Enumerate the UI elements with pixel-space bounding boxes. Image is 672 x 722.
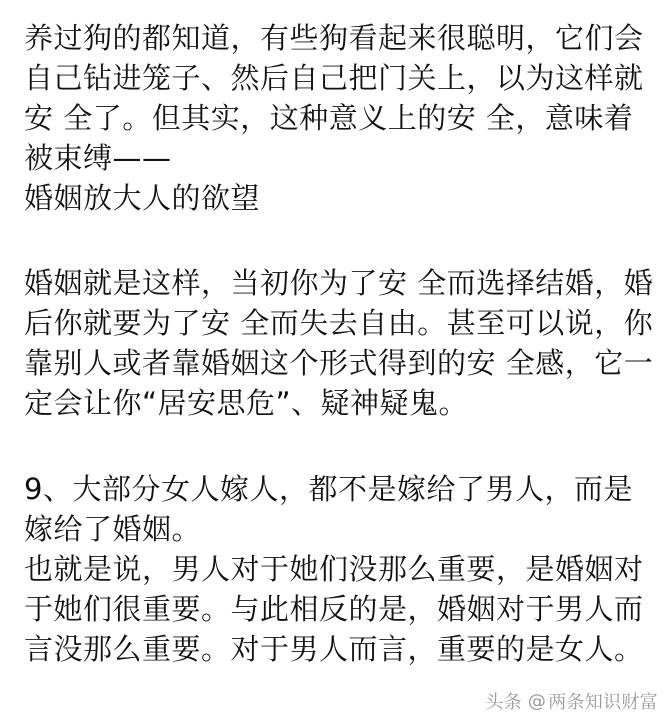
text-line: 养过狗的都知道，有些狗看起来很聪明，它们会 (24, 21, 644, 55)
text-line: 安 全了。但其实，这种意义上的安 全，意味着 (24, 101, 634, 135)
text-line: 定会让你“居安思危”、疑神疑鬼。 (24, 386, 469, 420)
text-line: 靠别人或者靠婚姻这个形式得到的安 全感，它一 (24, 346, 654, 380)
text-line: 于她们很重要。与此相反的是，婚姻对于男人而 (24, 592, 644, 626)
paragraph-marriage-security (24, 263, 664, 423)
text-line: 后你就要为了安 全而失去自由。甚至可以说，你 (24, 306, 654, 340)
text-line: 言没那么重要。对于男人而言，重要的是女人。 (24, 632, 644, 666)
text-line: 也就是说，男人对于她们没那么重要，是婚姻对 (24, 552, 644, 586)
text-line: 9、大部分女人嫁人，都不是嫁给了男人，而是 (24, 472, 633, 506)
watermark-platform: 头条 (485, 692, 522, 713)
text-line: 被束缚—— (24, 141, 172, 175)
text-line: 婚姻就是这样，当初你为了安 全而选择结婚，婚 (24, 266, 654, 300)
text-line: 婚姻放大人的欲望 (24, 181, 261, 215)
paragraph-dog-cage (24, 18, 664, 218)
text-line: 自己钻进笼子、然后自己把门关上，以为这样就 (24, 61, 644, 95)
watermark (485, 688, 658, 714)
text-line: 嫁给了婚姻。 (24, 512, 202, 546)
paragraph-point-9 (24, 469, 664, 669)
watermark-account: 两条知识财富 (548, 692, 658, 713)
watermark-at: @ (527, 690, 547, 712)
